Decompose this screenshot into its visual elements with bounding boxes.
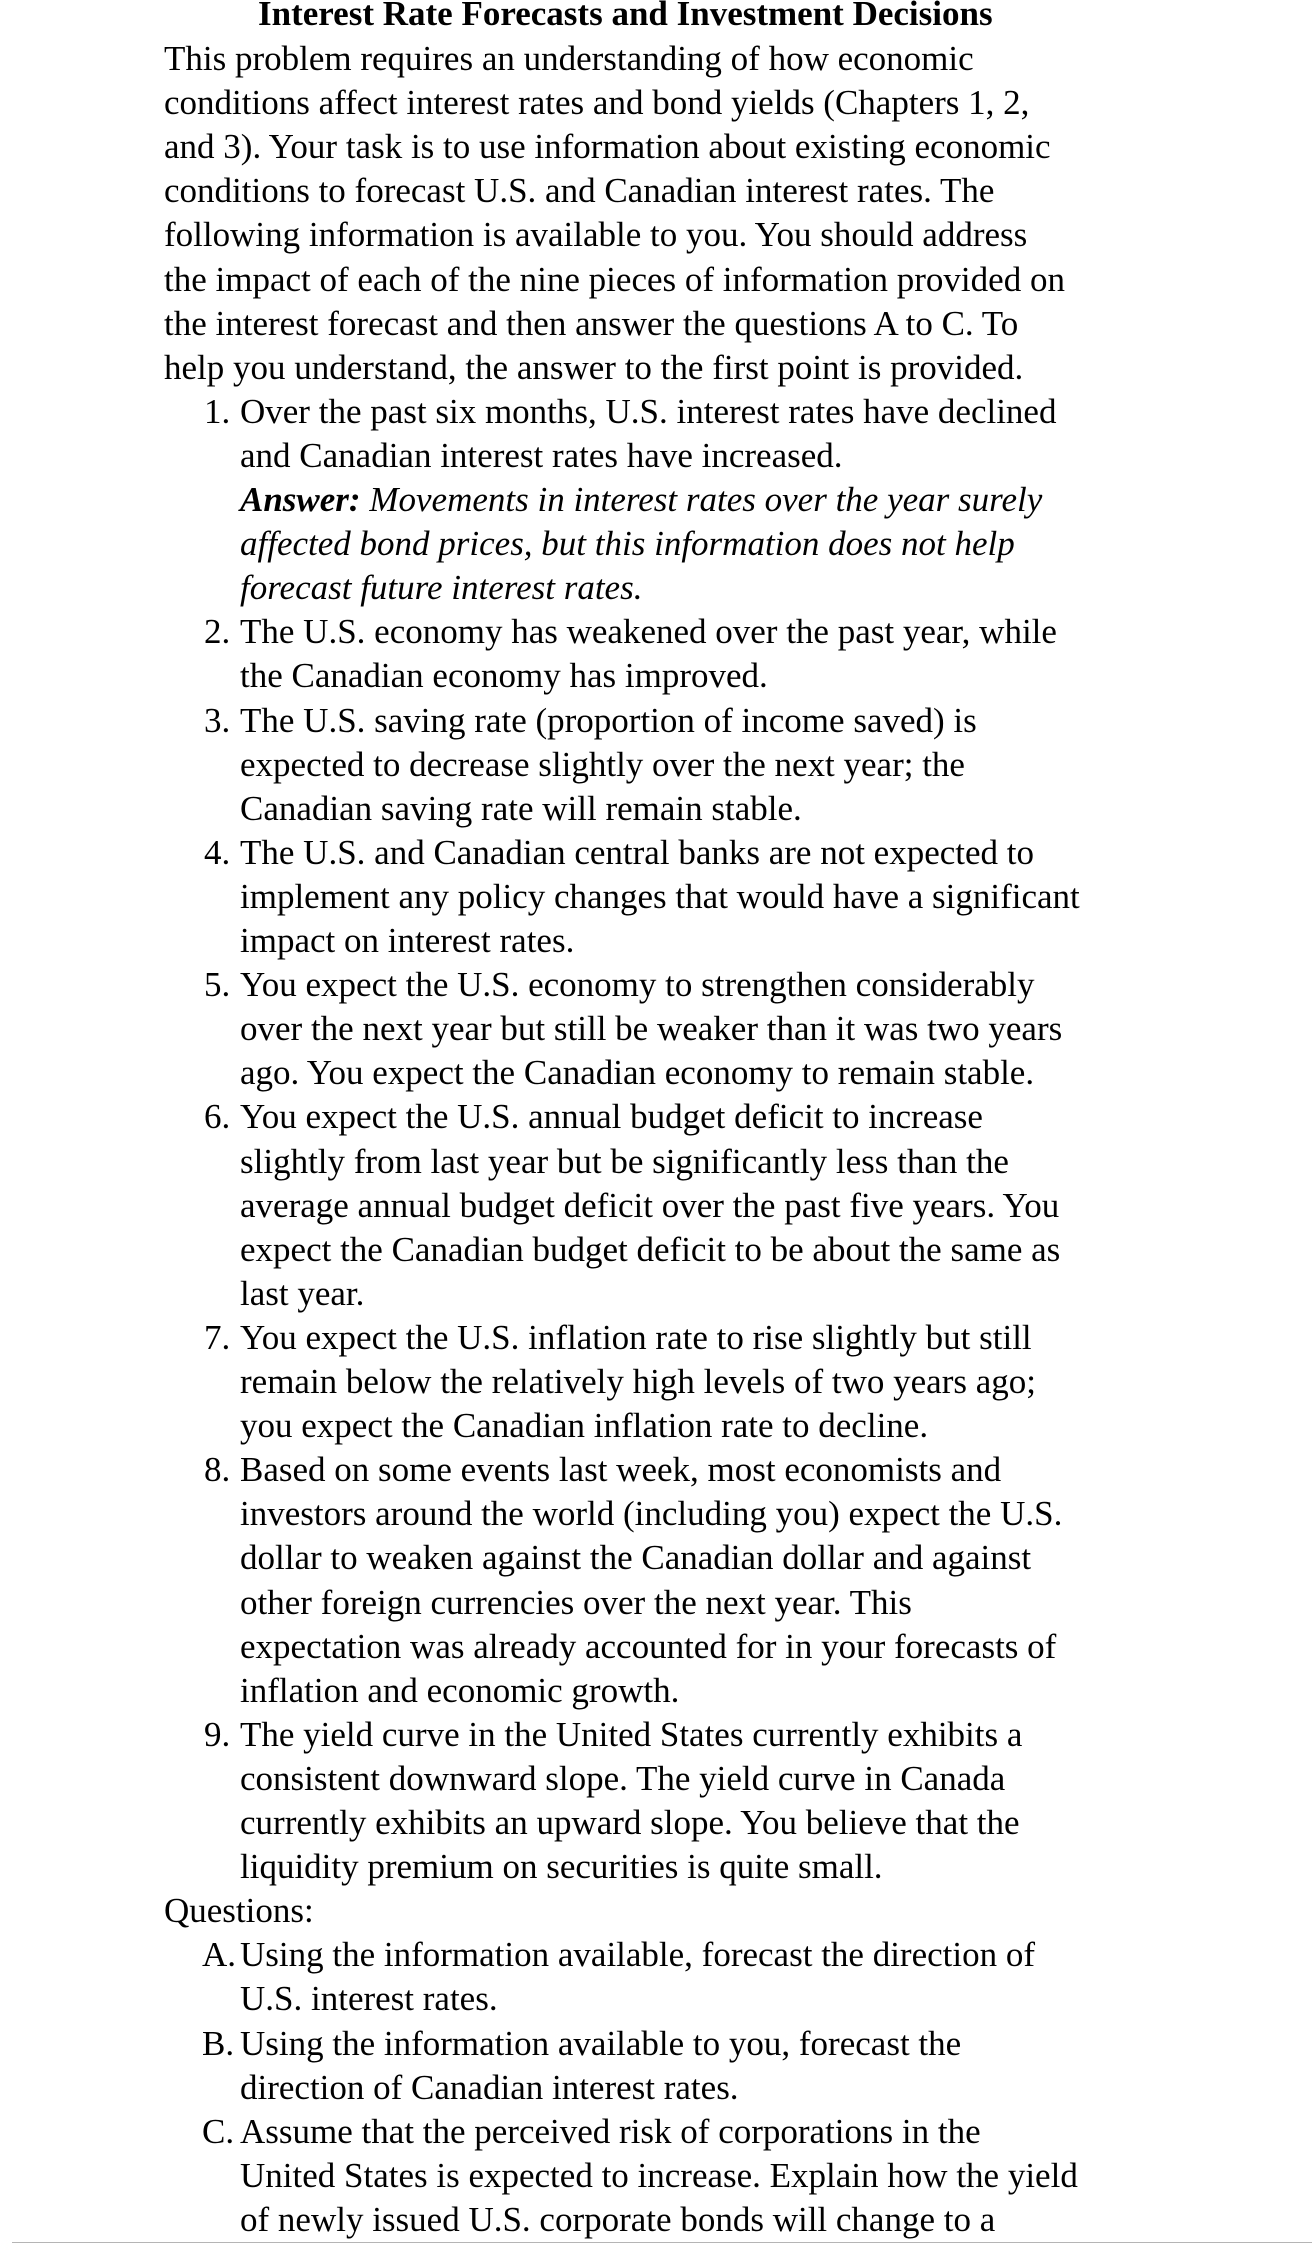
list-item-marker: 9. (204, 1714, 231, 1754)
question-marker: A. (202, 1935, 237, 1975)
answer-text: affected bond prices, but this information does not help (240, 524, 1015, 564)
list-item-text-line: Based on some events last week, most economists and (240, 1450, 1002, 1490)
list-item-text-line: slightly from last year but be significantly less than the (240, 1141, 1009, 1181)
questions-heading: Questions: (164, 1891, 314, 1931)
list-item-text-line: dollar to weaken against the Canadian dollar and against (240, 1538, 1032, 1578)
list-item-marker: 5. (204, 965, 231, 1005)
list-item-text-line: other foreign currencies over the next year. This (240, 1582, 912, 1622)
page-bottom-divider (12, 2242, 1312, 2243)
list-item-text-line: remain below the relatively high levels of two years ago; (240, 1362, 1036, 1401)
answer-text: Movements in interest rates over the year surely (360, 480, 1043, 519)
list-item-text-line: Canadian saving rate will remain stable. (240, 788, 802, 828)
intro-text-line: help you understand, the answer to the first point is provided. (164, 347, 1024, 387)
list-item-text-line: consistent downward slope. The yield curve in Canada (240, 1758, 1006, 1798)
list-item-text-line: expect the Canadian budget deficit to be about the same as (240, 1229, 1061, 1269)
list-item-text-line: implement any policy changes that would have a significant (240, 876, 1080, 916)
question-text-line: Assume that the perceived risk of corporations in the (240, 2111, 981, 2151)
list-item-text-line: last year. (240, 1273, 365, 1313)
answer-text-line (240, 478, 1042, 522)
list-item-text-line: You expect the U.S. economy to strengthen considerably (240, 965, 1035, 1005)
list-item-text-line: average annual budget deficit over the past five years. You (240, 1185, 1060, 1225)
list-item-marker: 4. (204, 832, 231, 872)
list-item-marker: 2. (204, 612, 231, 652)
list-item-text-line: inflation and economic growth. (240, 1670, 680, 1710)
list-item-text-line: ago. You expect the Canadian economy to remain stable. (240, 1053, 1035, 1093)
intro-text-line: the interest forecast and then answer the questions A to C. To (164, 303, 1019, 343)
question-marker: B. (202, 2023, 235, 2063)
list-item-text-line: expectation was already accounted for in your forecasts of (240, 1626, 1057, 1666)
list-item-marker: 8. (204, 1450, 231, 1490)
list-item-text-line: The U.S. and Canadian central banks are not expected to (240, 832, 1035, 872)
answer-text-line (240, 522, 1015, 566)
question-marker: C. (202, 2111, 235, 2151)
list-item-text-line: Over the past six months, U.S. interest rates have declined (240, 391, 1057, 431)
intro-text-line: the impact of each of the nine pieces of information provided on (164, 259, 1065, 299)
list-item-text-line: The U.S. saving rate (proportion of income saved) is (240, 700, 977, 740)
answer-label: Answer: (240, 480, 361, 519)
list-item-text-line: investors around the world (including you) expect the U.S. (240, 1494, 1063, 1534)
list-item-text-line: expected to decrease slightly over the next year; the (240, 744, 965, 784)
list-item-text-line: You expect the U.S. annual budget deficit to increase (240, 1097, 983, 1137)
question-text-line: Using the information available, forecast the direction of (240, 1935, 1036, 1975)
intro-text-line: following information is available to you. You should address (164, 215, 1028, 255)
list-item-marker: 6. (204, 1097, 231, 1137)
answer-text-line (240, 566, 642, 610)
list-item-text-line: you expect the Canadian inflation rate to decline. (240, 1406, 929, 1446)
intro-text-line: conditions to forecast U.S. and Canadian interest rates. The (164, 171, 995, 211)
answer-text: forecast future interest rates. (240, 568, 643, 608)
question-text-line: United States is expected to increase. Explain how the yield (240, 2155, 1078, 2195)
list-item-text-line: impact on interest rates. (240, 921, 575, 960)
list-item-marker: 1. (204, 391, 231, 431)
list-item-text-line: the Canadian economy has improved. (240, 656, 768, 696)
list-item-marker: 3. (204, 700, 231, 740)
intro-text-line: and 3). Your task is to use information about existing economic (164, 127, 1051, 167)
list-item-marker: 7. (204, 1317, 231, 1357)
list-item-text-line: currently exhibits an upward slope. You believe that the (240, 1803, 1020, 1842)
list-item-text-line: and Canadian interest rates have increased. (240, 435, 843, 475)
list-item-text-line: The yield curve in the United States currently exhibits a (240, 1714, 1023, 1754)
list-item-text-line: liquidity premium on securities is quite small. (240, 1847, 883, 1887)
question-text-line: direction of Canadian interest rates. (240, 2067, 739, 2107)
document-title: Interest Rate Forecasts and Investment Decisions (258, 0, 993, 33)
question-text-line: of newly issued U.S. corporate bonds will change to a (240, 2199, 996, 2239)
question-text-line: U.S. interest rates. (240, 1979, 498, 2019)
intro-text-line: conditions affect interest rates and bond yields (Chapters 1, 2, (164, 83, 1030, 123)
intro-text-line: This problem requires an understanding of how economic (164, 39, 974, 78)
question-text-line: Using the information available to you, forecast the (240, 2023, 962, 2063)
list-item-text-line: The U.S. economy has weakened over the past year, while (240, 612, 1057, 652)
list-item-text-line: over the next year but still be weaker than it was two years (240, 1009, 1063, 1049)
list-item-text-line: You expect the U.S. inflation rate to rise slightly but still (240, 1317, 1032, 1357)
